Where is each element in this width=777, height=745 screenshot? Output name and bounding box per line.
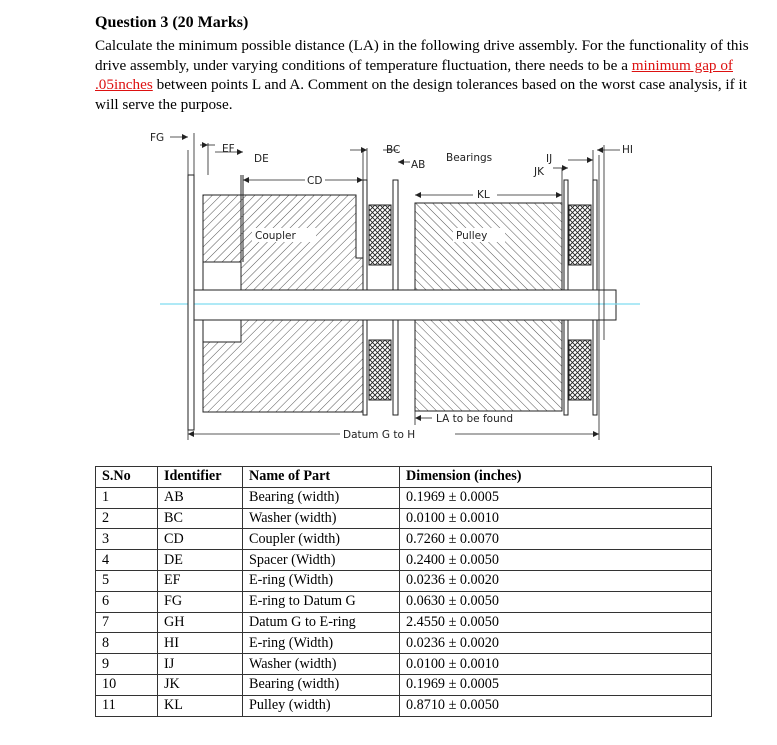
cell-identifier: BC (158, 508, 243, 529)
question-text-before: Calculate the minimum possible distance (LA) in the following drive assembly. For the functionality of this drive assembly, under varying conditions of temperature fluctuation, there needs to be a (95, 37, 749, 74)
cell-identifier: KL (158, 695, 243, 716)
cell-sno: 6 (96, 591, 158, 612)
cell-name: Washer (width) (243, 654, 400, 675)
cell-sno: 4 (96, 550, 158, 571)
cell-sno: 9 (96, 654, 158, 675)
cell-sno: 11 (96, 695, 158, 716)
cell-name: Spacer (Width) (243, 550, 400, 571)
cell-dimension: 2.4550 ± 0.0050 (400, 612, 712, 633)
table-row (96, 529, 712, 550)
header-identifier: Identifier (158, 467, 243, 488)
cell-dimension: 0.1969 ± 0.0005 (400, 674, 712, 695)
question-text-after: between points L and A. Comment on the design tolerances based on the worst case analysis, if it will serve the purpose. (95, 76, 747, 113)
table-row (96, 508, 712, 529)
cell-dimension: 0.8710 ± 0.0050 (400, 695, 712, 716)
minimum-gap-link[interactable]: minimum gap of .05inches (95, 56, 733, 94)
cell-identifier: FG (158, 591, 243, 612)
label-kl: KL (477, 189, 490, 201)
table-row (96, 695, 712, 716)
cell-sno: 10 (96, 674, 158, 695)
cell-name: E-ring (Width) (243, 633, 400, 654)
cell-identifier: JK (158, 674, 243, 695)
label-fg: FG (150, 132, 165, 144)
cell-sno: 1 (96, 487, 158, 508)
cell-dimension: 0.0100 ± 0.0010 (400, 508, 712, 529)
table-row (96, 674, 712, 695)
cell-identifier: GH (158, 612, 243, 633)
cell-sno: 5 (96, 570, 158, 591)
cell-identifier: EF (158, 570, 243, 591)
label-la: LA to be found (436, 413, 514, 425)
cell-sno: 3 (96, 529, 158, 550)
cell-name: Washer (width) (243, 508, 400, 529)
label-jk: JK (534, 166, 544, 178)
table-row (96, 487, 712, 508)
label-bc: BC (386, 144, 401, 156)
table-row (96, 654, 712, 675)
right-bearing-top (569, 205, 591, 265)
label-datum: Datum G to H (343, 429, 416, 441)
label-ij: IJ (546, 153, 553, 165)
cell-dimension: 0.0236 ± 0.0020 (400, 633, 712, 654)
cell-identifier: HI (158, 633, 243, 654)
cell-name: Bearing (width) (243, 674, 400, 695)
cell-identifier: CD (158, 529, 243, 550)
cell-identifier: DE (158, 550, 243, 571)
cell-sno: 8 (96, 633, 158, 654)
cell-name: Pulley (width) (243, 695, 400, 716)
left-bearing-top (369, 205, 391, 265)
label-coupler: Coupler (255, 230, 296, 242)
cell-name: Datum G to E-ring (243, 612, 400, 633)
cell-dimension: 0.1969 ± 0.0005 (400, 487, 712, 508)
table-row (96, 591, 712, 612)
label-ab: AB (411, 159, 426, 171)
cell-dimension: 0.0236 ± 0.0020 (400, 570, 712, 591)
cell-sno: 2 (96, 508, 158, 529)
table-header-row (96, 467, 712, 488)
cell-identifier: AB (158, 487, 243, 508)
cell-dimension: 0.0100 ± 0.0010 (400, 654, 712, 675)
label-bearings: Bearings (446, 152, 493, 164)
cell-dimension: 0.2400 ± 0.0050 (400, 550, 712, 571)
label-cd: CD (307, 175, 323, 187)
label-de: DE (254, 153, 269, 165)
cell-dimension: 0.0630 ± 0.0050 (400, 591, 712, 612)
cell-identifier: IJ (158, 654, 243, 675)
cell-dimension: 0.7260 ± 0.0070 (400, 529, 712, 550)
label-hi: HI (622, 144, 633, 156)
cell-name: E-ring to Datum G (243, 591, 400, 612)
right-bearing-bottom (569, 340, 591, 400)
table-row (96, 550, 712, 571)
label-pulley: Pulley (456, 230, 488, 242)
header-name: Name of Part (243, 467, 400, 488)
parts-table (95, 466, 712, 717)
question-title: Question 3 (20 Marks) (95, 14, 249, 31)
header-sno: S.No (96, 467, 158, 488)
cell-sno: 7 (96, 612, 158, 633)
header-dimension: Dimension (inches) (400, 467, 712, 488)
cell-name: Bearing (width) (243, 487, 400, 508)
table-row (96, 633, 712, 654)
cell-name: E-ring (Width) (243, 570, 400, 591)
shaft (188, 290, 616, 320)
cell-name: Coupler (width) (243, 529, 400, 550)
table-row (96, 612, 712, 633)
label-ef: EF (222, 143, 235, 155)
left-bearing-bottom (369, 340, 391, 400)
table-row (96, 570, 712, 591)
